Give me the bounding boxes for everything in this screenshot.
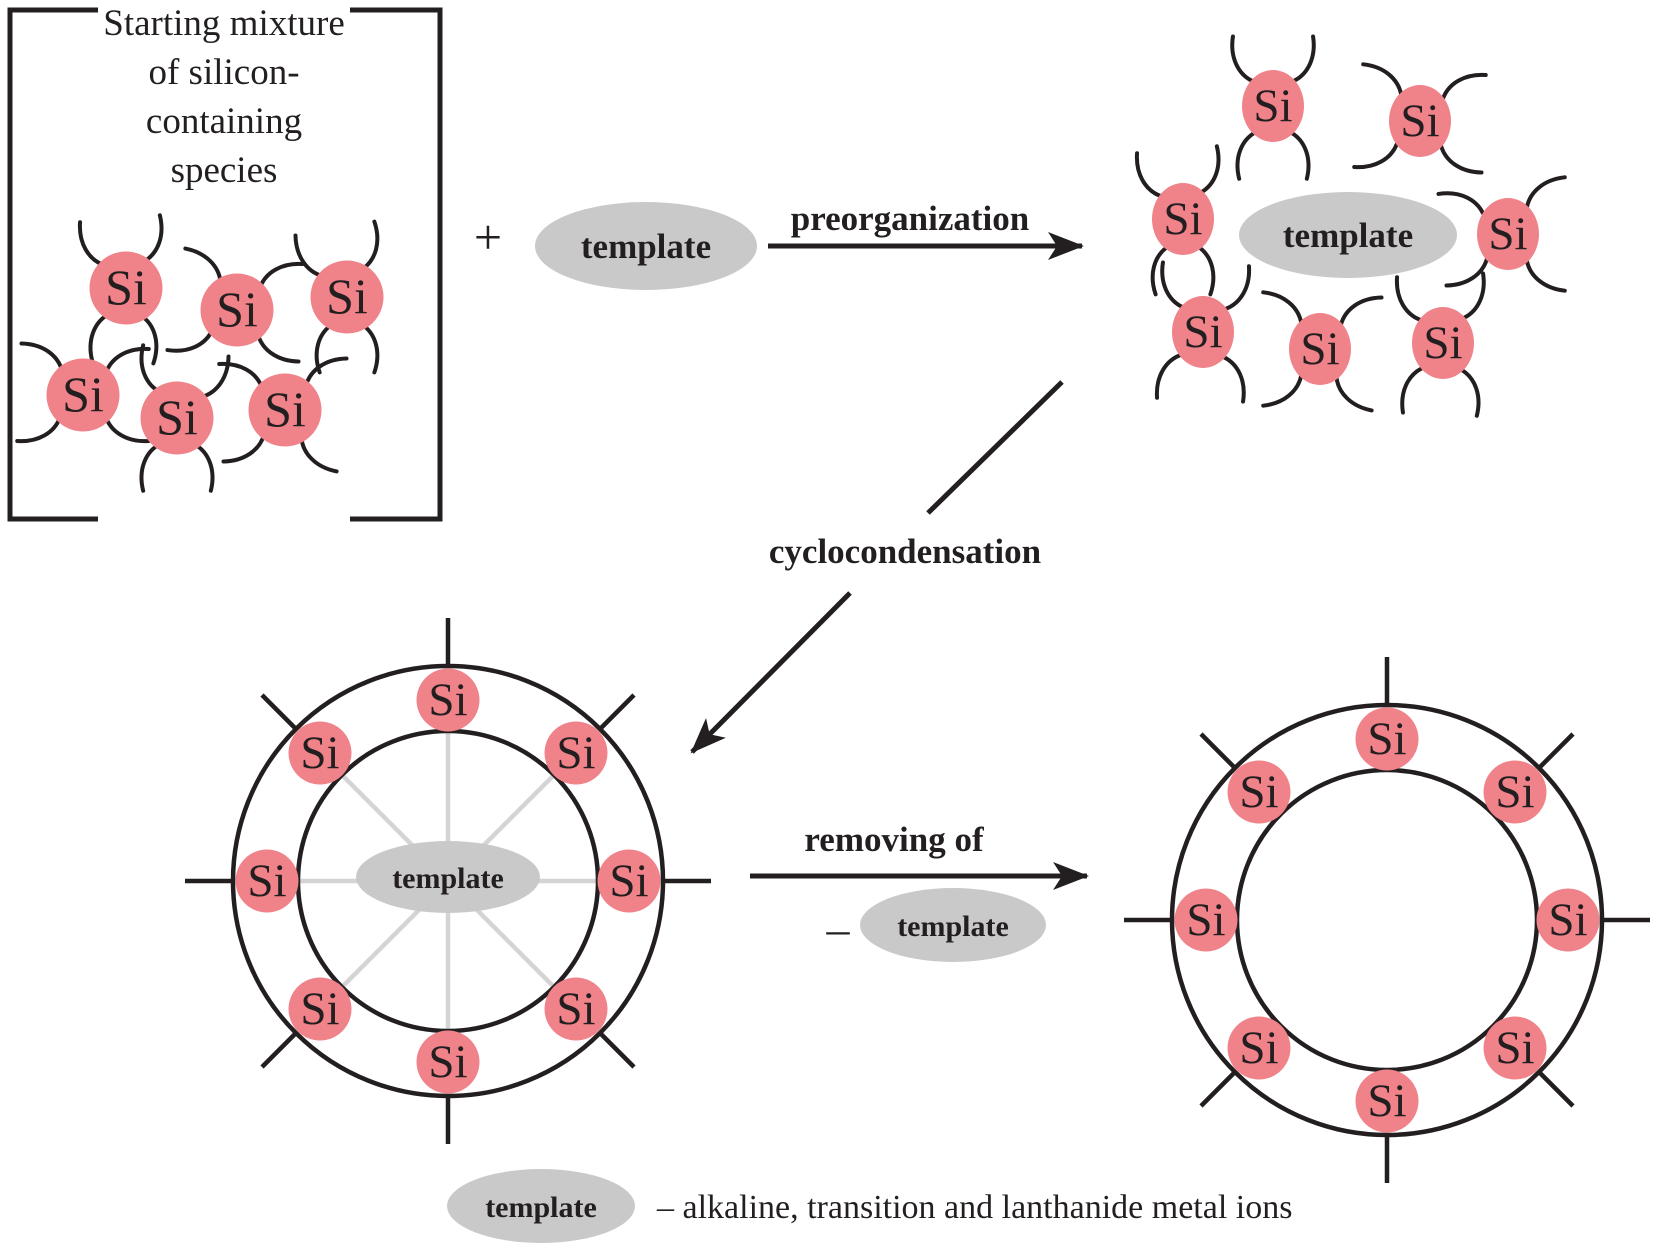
template-ellipse-legend [447, 1169, 635, 1243]
template-label: template [485, 1191, 597, 1224]
si-label: Si [1488, 208, 1528, 260]
mixture-title-line: of silicon- [148, 52, 300, 93]
si-node [1438, 168, 1564, 300]
si-label: Si [62, 366, 104, 422]
si-node [1228, 761, 1291, 824]
legend [447, 1169, 1292, 1243]
si-label: Si [264, 381, 306, 437]
si-label: Si [1163, 193, 1203, 245]
si-node [219, 348, 346, 480]
si-label: Si [1367, 1075, 1407, 1127]
si-label: Si [1423, 317, 1463, 369]
si-node [17, 333, 149, 453]
si-label: Si [1183, 306, 1223, 358]
preorganization-arrow [768, 199, 1082, 246]
si-node [1145, 262, 1260, 401]
template-ellipse-reactant [535, 202, 757, 290]
si-node [1484, 1017, 1547, 1080]
si-label: Si [1300, 323, 1340, 375]
si-node [1263, 283, 1381, 419]
si-node [1385, 273, 1496, 415]
si-node [285, 222, 389, 373]
si-node [545, 722, 608, 785]
free-macrocycle [1124, 657, 1650, 1183]
cyclocondensation-label: cyclocondensation [768, 532, 1042, 571]
si-label: Si [1495, 1022, 1535, 1074]
si-node [1354, 55, 1486, 183]
starting-mixture-group [10, 3, 440, 519]
removing-of-label: removing of [804, 820, 984, 859]
arrow-line [692, 593, 850, 752]
si-label: Si [1186, 894, 1226, 946]
si-label: Si [609, 855, 649, 907]
template-label: template [392, 862, 504, 895]
preorganization-label: preorganization [790, 199, 1030, 238]
si-label: Si [1548, 894, 1588, 946]
si-node [1175, 889, 1238, 952]
mixture-title-line: Starting mixture [103, 3, 345, 44]
plus-sign: + [473, 209, 503, 265]
template-label: template [580, 227, 712, 266]
si-node [545, 978, 608, 1041]
si-label: Si [247, 855, 287, 907]
minus-sign: – [826, 903, 850, 954]
si-node [130, 345, 240, 490]
si-label: Si [428, 1036, 468, 1088]
mixture-title-line: species [170, 150, 278, 191]
si-node [598, 850, 661, 913]
si-node [417, 669, 480, 732]
si-label: Si [1400, 95, 1440, 147]
template-label: template [1282, 216, 1414, 255]
cyclocondensation-arrow [692, 382, 1062, 752]
si-node [1356, 708, 1419, 771]
si-label: Si [156, 389, 198, 445]
legend-description: – alkaline, transition and lanthanide metal ions [657, 1189, 1293, 1226]
arrow-line [928, 382, 1062, 513]
si-label: Si [300, 727, 340, 779]
templated-macrocycle [185, 618, 711, 1144]
si-label: Si [1367, 713, 1407, 765]
si-node [289, 978, 352, 1041]
template-ellipse-core [356, 841, 540, 913]
template-label: template [897, 910, 1009, 943]
template-removal-arrow [750, 820, 1087, 962]
si-node [167, 240, 302, 372]
si-node [236, 850, 299, 913]
si-node [1228, 1017, 1291, 1080]
si-node [289, 722, 352, 785]
si-node [1537, 889, 1600, 952]
si-node [68, 215, 173, 363]
si-node [1125, 146, 1230, 294]
mixture-title-line: containing [145, 101, 303, 142]
inner-ring [1237, 770, 1537, 1070]
template-ellipse-removed [860, 888, 1046, 962]
si-label: Si [326, 268, 368, 324]
si-label: Si [556, 727, 596, 779]
si-label: Si [556, 983, 596, 1035]
template-ellipse-complex [1239, 192, 1457, 278]
si-node [1220, 36, 1326, 178]
si-label: Si [1253, 80, 1293, 132]
si-label: Si [1239, 766, 1279, 818]
si-label: Si [300, 983, 340, 1035]
si-node [1484, 761, 1547, 824]
si-label: Si [1495, 766, 1535, 818]
si-label: Si [216, 281, 258, 337]
si-label: Si [105, 259, 147, 315]
si-node [417, 1031, 480, 1094]
preorganized-complex [1125, 36, 1565, 418]
si-node [1356, 1070, 1419, 1133]
si-label: Si [1239, 1022, 1279, 1074]
si-label: Si [428, 674, 468, 726]
